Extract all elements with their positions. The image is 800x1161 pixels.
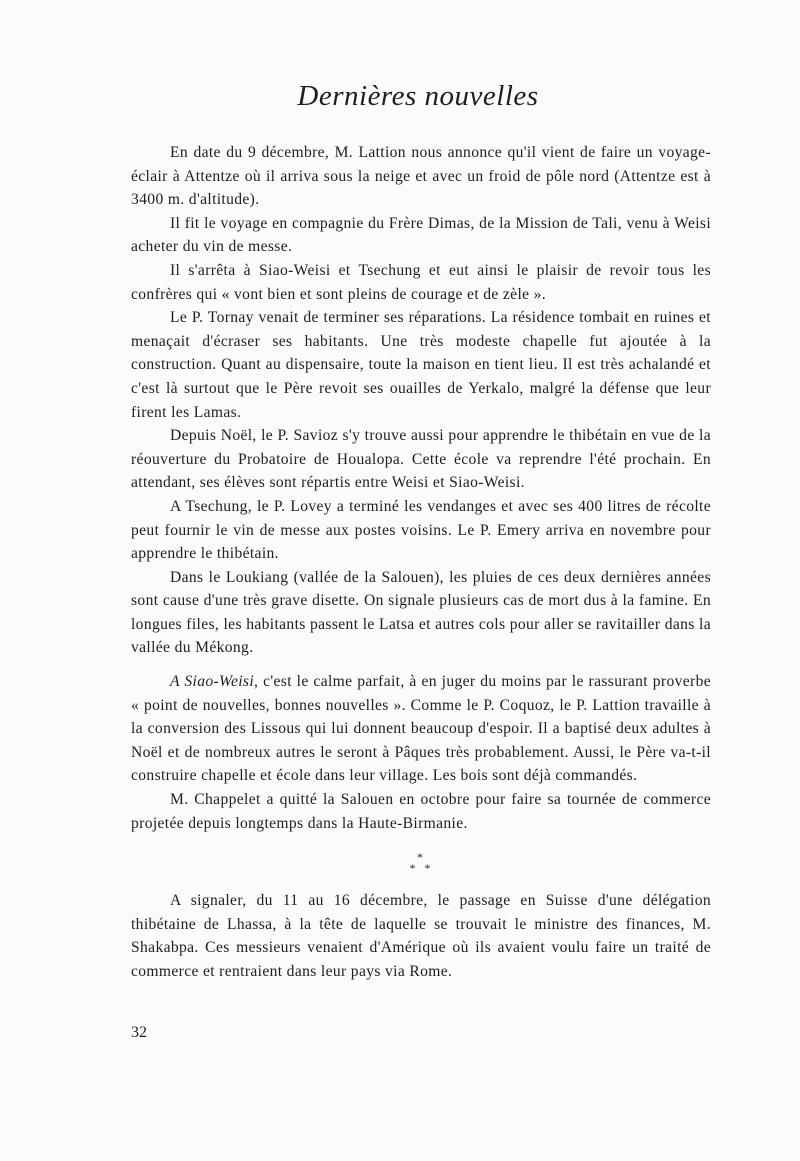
siao-weisi-lead: A Siao-Weisi,	[170, 673, 259, 691]
paragraph-tsechung: A Tsechung, le P. Lovey a terminé les vendanges et avec ses 400 litres de récolte peut fournir le vin de messe aux postes voisins. Le P. Emery arriva en novembre pour apprendre le thibétain.	[131, 497, 711, 563]
asterism-bottom-stars: * *	[409, 861, 431, 875]
paragraph-loukiang: Dans le Loukiang (vallée de la Salouen), les pluies de ces deux dernières années sont cause d'une très grave disette. On signale plusieurs cas de mort dus à la famine. En longues files, les habitants passent le Latsa et autres cols pour aller se ravitailler dans la vallée du Mékong.	[131, 568, 711, 657]
paragraph-chappelet: M. Chappelet a quitté la Salouen en octobre pour faire sa tournée de commerce projetée depuis longtemps dans la Haute-Birmanie.	[131, 791, 711, 832]
paragraph-tornay: Le P. Tornay venait de terminer ses réparations. La résidence tombait en ruines et menaçait d'écraser ses habitants. Une très modeste chapelle fut ajoutée à la construction. Quant au dispensaire, toute la maison en tient lieu. Il est très achalandé et c'est là surtout que le Père revoit ses ouailles de Yerkalo, malgré la défense que leur firent les Lamas.	[131, 309, 711, 421]
article-body	[131, 141, 711, 835]
siao-weisi-text: c'est le calme parfait, à en juger du moins par le rassurant proverbe « point de nouvelles, bonnes nouvelles ». Comme le P. Coquoz, le P. Lattion travaille à la conversion des Lissous qui lui donnent beaucoup d'espoir. Il a baptisé deux adultes à Noël et de nombreux autres le seront à Pâques très probablement. Aussi, le Père va-t-il construire chapelle et école dans leur village. Les bois sont déjà commandés.	[131, 673, 712, 785]
paragraph-voyage: En date du 9 décembre, M. Lattion nous annonce qu'il vient de faire un voyage-éclair à Attentze où il arriva sous la neige et avec un froid de pôle nord (Attentze est à 3400 m. d'altitude).	[131, 144, 711, 209]
page-number: 32	[131, 1024, 147, 1041]
asterism-divider	[400, 852, 440, 874]
paragraph-siao-weisi	[131, 670, 711, 788]
article-body-continued	[131, 889, 711, 983]
paragraph-dimas: Il fit le voyage en compagnie du Frère Dimas, de la Mission de Tali, venu à Weisi acheter du vin de messe.	[131, 214, 711, 256]
paragraph-delegation: A signaler, du 11 au 16 décembre, le passage en Suisse d'une délégation thibétaine de Lhassa, à la tête de laquelle se trouvait le ministre des finances, M. Shakabpa. Ces messieurs venaient d'Amérique où ils avaient voulu faire un traité de commerce et rentraient dans leur pays via Rome.	[131, 892, 711, 980]
paragraph-savioz: Depuis Noël, le P. Savioz s'y trouve aussi pour apprendre le thibétain en vue de la réouverture du Probatoire de Houalopa. Cette école va reprendre l'été prochain. En attendant, ses élèves sont répartis entre Weisi et Siao-Weisi.	[131, 427, 711, 492]
paragraph-confreres: Il s'arrêta à Siao-Weisi et Tsechung et eut ainsi le plaisir de revoir tous les confrères qui « vont bien et sont pleins de courage et de zèle ».	[131, 261, 711, 303]
page-title: Dernières nouvelles	[297, 80, 539, 112]
asterism-top-star: *	[417, 850, 423, 864]
